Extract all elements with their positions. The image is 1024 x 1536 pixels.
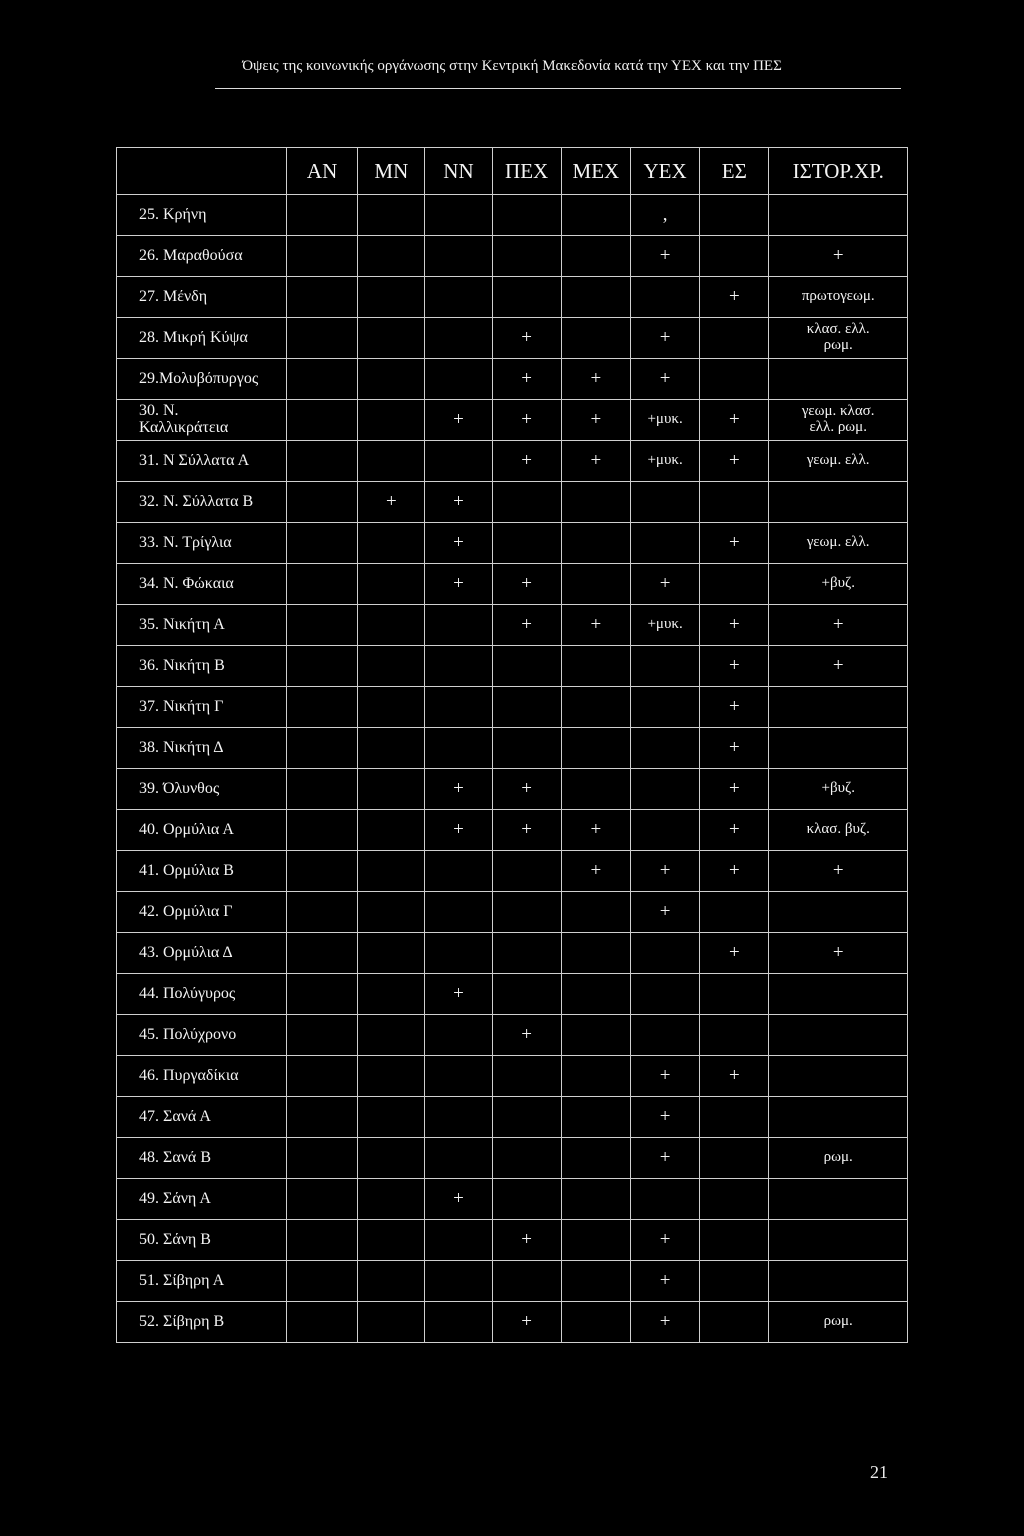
period-cell: + bbox=[425, 400, 492, 441]
period-cell bbox=[700, 1179, 769, 1220]
period-cell: + bbox=[630, 318, 699, 359]
period-cell: + bbox=[561, 605, 630, 646]
table-row bbox=[117, 1015, 908, 1056]
period-cell bbox=[425, 1056, 492, 1097]
period-cell: + bbox=[630, 564, 699, 605]
period-cell bbox=[561, 728, 630, 769]
period-cell bbox=[630, 482, 699, 523]
period-cell bbox=[286, 1179, 357, 1220]
table-row bbox=[117, 646, 908, 687]
period-cell: , bbox=[630, 195, 699, 236]
period-cell bbox=[561, 1302, 630, 1343]
table-row bbox=[117, 933, 908, 974]
site-name-cell: 32. Ν. Σύλλατα Β bbox=[117, 482, 287, 523]
table-row bbox=[117, 810, 908, 851]
period-cell bbox=[492, 933, 561, 974]
period-cell bbox=[630, 1015, 699, 1056]
site-name-cell: 45. Πολύχρονο bbox=[117, 1015, 287, 1056]
period-cell: + bbox=[700, 646, 769, 687]
period-cell: + bbox=[700, 441, 769, 482]
period-cell bbox=[769, 1097, 908, 1138]
site-name-cell: 33. Ν. Τρίγλια bbox=[117, 523, 287, 564]
period-cell bbox=[425, 1261, 492, 1302]
site-name-cell: 49. Σάνη Α bbox=[117, 1179, 287, 1220]
period-cell bbox=[358, 277, 425, 318]
period-cell bbox=[700, 564, 769, 605]
period-cell: + bbox=[630, 236, 699, 277]
column-header: ΝΝ bbox=[425, 148, 492, 195]
period-cell bbox=[630, 687, 699, 728]
period-cell: κλασ. βυζ. bbox=[769, 810, 908, 851]
period-cell bbox=[769, 892, 908, 933]
table-row bbox=[117, 892, 908, 933]
period-cell bbox=[769, 1015, 908, 1056]
period-cell bbox=[630, 523, 699, 564]
column-header: ΙΣΤΟΡ.ΧΡ. bbox=[769, 148, 908, 195]
period-cell bbox=[286, 1056, 357, 1097]
site-name-cell: 43. Ορμύλια Δ bbox=[117, 933, 287, 974]
period-cell bbox=[425, 1138, 492, 1179]
table-row bbox=[117, 1302, 908, 1343]
period-cell: + bbox=[769, 236, 908, 277]
period-cell: + bbox=[769, 851, 908, 892]
period-cell bbox=[425, 1015, 492, 1056]
period-cell bbox=[425, 441, 492, 482]
site-name-cell: 39. Όλυνθος bbox=[117, 769, 287, 810]
period-cell bbox=[700, 1138, 769, 1179]
table-row bbox=[117, 605, 908, 646]
period-cell: + bbox=[769, 933, 908, 974]
site-name-cell: 51. Σίβηρη Α bbox=[117, 1261, 287, 1302]
period-cell bbox=[286, 564, 357, 605]
period-cell bbox=[561, 523, 630, 564]
period-cell bbox=[700, 974, 769, 1015]
period-cell bbox=[286, 1261, 357, 1302]
period-cell bbox=[700, 482, 769, 523]
period-cell bbox=[561, 933, 630, 974]
period-cell bbox=[561, 195, 630, 236]
period-cell bbox=[492, 236, 561, 277]
period-cell bbox=[492, 195, 561, 236]
period-cell bbox=[561, 1015, 630, 1056]
period-cell: πρωτογεωμ. bbox=[769, 277, 908, 318]
period-cell bbox=[492, 646, 561, 687]
period-cell bbox=[358, 523, 425, 564]
period-cell: + bbox=[492, 1015, 561, 1056]
site-name-cell: 52. Σίβηρη Β bbox=[117, 1302, 287, 1343]
period-cell bbox=[425, 646, 492, 687]
period-cell: + bbox=[700, 523, 769, 564]
table-row bbox=[117, 236, 908, 277]
period-cell bbox=[358, 646, 425, 687]
table-header-row bbox=[117, 148, 908, 195]
period-cell: + bbox=[492, 1302, 561, 1343]
table-row bbox=[117, 523, 908, 564]
table-row bbox=[117, 1261, 908, 1302]
column-header: ΜΕΧ bbox=[561, 148, 630, 195]
period-cell bbox=[700, 359, 769, 400]
period-cell: + bbox=[700, 810, 769, 851]
period-cell bbox=[769, 1056, 908, 1097]
site-name-cell: 48. Σανά Β bbox=[117, 1138, 287, 1179]
table-row bbox=[117, 359, 908, 400]
site-name-cell: 29.Μολυβόπυργος bbox=[117, 359, 287, 400]
site-name-cell: 41. Ορμύλια Β bbox=[117, 851, 287, 892]
period-cell: + bbox=[700, 1056, 769, 1097]
period-cell: γεωμ. κλασ. ελλ. ρωμ. bbox=[769, 400, 908, 441]
period-cell bbox=[561, 769, 630, 810]
period-cell: +βυζ. bbox=[769, 769, 908, 810]
period-cell bbox=[286, 1097, 357, 1138]
period-cell bbox=[700, 1015, 769, 1056]
period-cell bbox=[492, 892, 561, 933]
period-cell bbox=[358, 1056, 425, 1097]
period-cell bbox=[561, 687, 630, 728]
period-cell bbox=[358, 1220, 425, 1261]
column-header: ΜΝ bbox=[358, 148, 425, 195]
period-cell: κλασ. ελλ. ρωμ. bbox=[769, 318, 908, 359]
table-row bbox=[117, 1097, 908, 1138]
table-row bbox=[117, 769, 908, 810]
site-name-cell: 34. Ν. Φώκαια bbox=[117, 564, 287, 605]
period-cell: + bbox=[358, 482, 425, 523]
period-cell bbox=[769, 482, 908, 523]
period-cell bbox=[286, 605, 357, 646]
period-cell: + bbox=[425, 564, 492, 605]
site-name-cell: 25. Κρήνη bbox=[117, 195, 287, 236]
period-cell bbox=[358, 1261, 425, 1302]
period-cell bbox=[630, 933, 699, 974]
period-cell bbox=[492, 1097, 561, 1138]
period-cell bbox=[769, 1179, 908, 1220]
running-header: Όψεις της κοινωνικής οργάνωσης στην Κεντρική Μακεδονία κατά την ΥΕΧ και την ΠΕΣ bbox=[242, 58, 782, 74]
period-cell bbox=[700, 1220, 769, 1261]
period-cell bbox=[286, 769, 357, 810]
table-row bbox=[117, 1220, 908, 1261]
period-cell: + bbox=[700, 400, 769, 441]
column-header: ΠΕΧ bbox=[492, 148, 561, 195]
period-cell: + bbox=[630, 359, 699, 400]
period-cell bbox=[492, 1138, 561, 1179]
table-row bbox=[117, 1138, 908, 1179]
period-cell bbox=[630, 1179, 699, 1220]
period-cell bbox=[769, 195, 908, 236]
period-cell: + bbox=[492, 810, 561, 851]
table-row bbox=[117, 1056, 908, 1097]
period-cell bbox=[358, 933, 425, 974]
table-row bbox=[117, 277, 908, 318]
period-cell bbox=[492, 1261, 561, 1302]
period-cell: + bbox=[561, 441, 630, 482]
period-cell bbox=[286, 933, 357, 974]
period-cell bbox=[769, 687, 908, 728]
period-cell bbox=[630, 277, 699, 318]
table-row bbox=[117, 195, 908, 236]
period-cell bbox=[286, 277, 357, 318]
site-name-cell: 50. Σάνη Β bbox=[117, 1220, 287, 1261]
site-name-cell: 27. Μένδη bbox=[117, 277, 287, 318]
period-cell bbox=[358, 851, 425, 892]
header-rule bbox=[215, 88, 901, 89]
period-cell: +μυκ. bbox=[630, 605, 699, 646]
period-cell bbox=[358, 236, 425, 277]
period-cell bbox=[630, 769, 699, 810]
period-cell: + bbox=[561, 400, 630, 441]
period-cell bbox=[358, 400, 425, 441]
period-cell bbox=[561, 277, 630, 318]
period-cell: + bbox=[425, 523, 492, 564]
period-cell bbox=[425, 195, 492, 236]
period-cell bbox=[425, 359, 492, 400]
site-name-cell: 26. Μαραθούσα bbox=[117, 236, 287, 277]
period-cell: + bbox=[630, 1097, 699, 1138]
period-cell: + bbox=[561, 810, 630, 851]
period-cell: + bbox=[700, 728, 769, 769]
period-cell bbox=[561, 1138, 630, 1179]
table-row bbox=[117, 400, 908, 441]
period-cell: γεωμ. ελλ. bbox=[769, 523, 908, 564]
period-cell bbox=[561, 236, 630, 277]
period-cell: + bbox=[630, 1261, 699, 1302]
period-cell bbox=[769, 1220, 908, 1261]
period-cell: + bbox=[561, 851, 630, 892]
period-cell bbox=[700, 1261, 769, 1302]
period-cell bbox=[425, 687, 492, 728]
period-cell bbox=[630, 728, 699, 769]
period-cell: + bbox=[700, 933, 769, 974]
period-cell bbox=[769, 359, 908, 400]
period-cell: + bbox=[700, 769, 769, 810]
site-name-cell: 38. Νικήτη Δ bbox=[117, 728, 287, 769]
period-cell bbox=[358, 605, 425, 646]
period-cell bbox=[492, 1056, 561, 1097]
period-cell bbox=[358, 1179, 425, 1220]
period-cell bbox=[561, 482, 630, 523]
period-cell bbox=[561, 1179, 630, 1220]
period-cell: + bbox=[425, 1179, 492, 1220]
column-header: ΥΕΧ bbox=[630, 148, 699, 195]
sites-periods-table bbox=[116, 147, 908, 1343]
period-cell bbox=[286, 236, 357, 277]
period-cell bbox=[286, 359, 357, 400]
period-cell: + bbox=[769, 605, 908, 646]
period-cell: + bbox=[769, 646, 908, 687]
table-row bbox=[117, 974, 908, 1015]
period-cell bbox=[358, 974, 425, 1015]
table-row bbox=[117, 318, 908, 359]
period-cell bbox=[561, 646, 630, 687]
period-cell: + bbox=[425, 974, 492, 1015]
period-cell bbox=[425, 728, 492, 769]
period-cell bbox=[561, 1261, 630, 1302]
period-cell: + bbox=[630, 1056, 699, 1097]
period-cell bbox=[769, 1261, 908, 1302]
site-name-cell: 35. Νικήτη Α bbox=[117, 605, 287, 646]
site-name-cell: 37. Νικήτη Γ bbox=[117, 687, 287, 728]
period-cell: + bbox=[492, 441, 561, 482]
period-cell bbox=[358, 1097, 425, 1138]
period-cell bbox=[425, 1097, 492, 1138]
period-cell bbox=[358, 1138, 425, 1179]
period-cell bbox=[286, 441, 357, 482]
period-cell: + bbox=[630, 1220, 699, 1261]
period-cell bbox=[358, 318, 425, 359]
period-cell bbox=[358, 769, 425, 810]
period-cell bbox=[425, 1220, 492, 1261]
period-cell: ρωμ. bbox=[769, 1138, 908, 1179]
period-cell bbox=[425, 605, 492, 646]
period-cell: + bbox=[492, 769, 561, 810]
period-cell: γεωμ. ελλ. bbox=[769, 441, 908, 482]
period-cell bbox=[561, 974, 630, 1015]
period-cell bbox=[286, 318, 357, 359]
period-cell bbox=[286, 195, 357, 236]
period-cell bbox=[630, 810, 699, 851]
period-cell bbox=[425, 236, 492, 277]
period-cell bbox=[358, 359, 425, 400]
period-cell bbox=[425, 318, 492, 359]
site-name-cell: 36. Νικήτη Β bbox=[117, 646, 287, 687]
period-cell bbox=[286, 687, 357, 728]
period-cell: + bbox=[630, 892, 699, 933]
period-cell bbox=[425, 892, 492, 933]
period-cell bbox=[492, 687, 561, 728]
period-cell bbox=[358, 892, 425, 933]
period-cell bbox=[492, 1179, 561, 1220]
table-row bbox=[117, 482, 908, 523]
table-row bbox=[117, 564, 908, 605]
period-cell bbox=[700, 1097, 769, 1138]
site-name-cell: 44. Πολύγυρος bbox=[117, 974, 287, 1015]
period-cell bbox=[286, 892, 357, 933]
period-cell bbox=[286, 482, 357, 523]
period-cell bbox=[700, 892, 769, 933]
site-name-cell: 46. Πυργαδίκια bbox=[117, 1056, 287, 1097]
period-cell bbox=[700, 236, 769, 277]
period-cell bbox=[492, 523, 561, 564]
period-cell: + bbox=[425, 482, 492, 523]
period-cell bbox=[286, 974, 357, 1015]
period-cell bbox=[492, 851, 561, 892]
period-cell bbox=[492, 974, 561, 1015]
period-cell bbox=[358, 810, 425, 851]
period-cell: + bbox=[492, 1220, 561, 1261]
site-name-cell: 40. Ορμύλια Α bbox=[117, 810, 287, 851]
period-cell: + bbox=[630, 1302, 699, 1343]
period-cell bbox=[286, 523, 357, 564]
site-name-cell: 30. Ν. Καλλικράτεια bbox=[117, 400, 287, 441]
site-name-cell: 47. Σανά Α bbox=[117, 1097, 287, 1138]
period-cell bbox=[425, 933, 492, 974]
period-cell bbox=[561, 1220, 630, 1261]
site-name-cell: 28. Μικρή Κύψα bbox=[117, 318, 287, 359]
period-cell bbox=[286, 1220, 357, 1261]
site-name-cell: 31. Ν Σύλλατα Α bbox=[117, 441, 287, 482]
period-cell bbox=[425, 851, 492, 892]
period-cell bbox=[358, 687, 425, 728]
period-cell: + bbox=[492, 359, 561, 400]
period-cell bbox=[425, 277, 492, 318]
period-cell: +βυζ. bbox=[769, 564, 908, 605]
period-cell bbox=[769, 974, 908, 1015]
period-cell: +μυκ. bbox=[630, 441, 699, 482]
table-row bbox=[117, 1179, 908, 1220]
period-cell bbox=[492, 728, 561, 769]
period-cell bbox=[492, 277, 561, 318]
table-row bbox=[117, 687, 908, 728]
table-row bbox=[117, 851, 908, 892]
period-cell bbox=[286, 1302, 357, 1343]
period-cell bbox=[561, 892, 630, 933]
period-cell bbox=[286, 728, 357, 769]
table-row bbox=[117, 728, 908, 769]
period-cell bbox=[286, 851, 357, 892]
period-cell bbox=[358, 195, 425, 236]
period-cell bbox=[286, 400, 357, 441]
period-cell bbox=[700, 195, 769, 236]
period-cell: + bbox=[425, 810, 492, 851]
period-cell bbox=[561, 1056, 630, 1097]
period-cell bbox=[700, 318, 769, 359]
period-cell bbox=[358, 1015, 425, 1056]
page-number: 21 bbox=[870, 1462, 888, 1482]
period-cell: + bbox=[700, 605, 769, 646]
period-cell bbox=[630, 646, 699, 687]
period-cell bbox=[286, 646, 357, 687]
period-cell bbox=[358, 564, 425, 605]
period-cell bbox=[286, 1138, 357, 1179]
period-cell bbox=[286, 1015, 357, 1056]
period-cell bbox=[561, 564, 630, 605]
period-cell bbox=[358, 728, 425, 769]
period-cell bbox=[561, 1097, 630, 1138]
period-cell bbox=[769, 728, 908, 769]
period-cell: + bbox=[700, 687, 769, 728]
period-cell: + bbox=[700, 851, 769, 892]
period-cell: + bbox=[492, 318, 561, 359]
period-cell bbox=[358, 441, 425, 482]
period-cell: + bbox=[492, 564, 561, 605]
period-cell bbox=[561, 318, 630, 359]
period-cell bbox=[358, 1302, 425, 1343]
period-cell: ρωμ. bbox=[769, 1302, 908, 1343]
period-cell bbox=[630, 974, 699, 1015]
period-cell: +μυκ. bbox=[630, 400, 699, 441]
period-cell bbox=[286, 810, 357, 851]
period-cell bbox=[425, 1302, 492, 1343]
period-cell: + bbox=[700, 277, 769, 318]
site-name-cell: 42. Ορμύλια Γ bbox=[117, 892, 287, 933]
column-header-site bbox=[117, 148, 287, 195]
period-cell bbox=[700, 1302, 769, 1343]
table-row bbox=[117, 441, 908, 482]
column-header: ΑΝ bbox=[286, 148, 357, 195]
period-cell: + bbox=[630, 1138, 699, 1179]
period-cell: + bbox=[561, 359, 630, 400]
period-cell: + bbox=[492, 400, 561, 441]
period-cell bbox=[492, 482, 561, 523]
period-cell: + bbox=[630, 851, 699, 892]
period-cell: + bbox=[425, 769, 492, 810]
period-cell: + bbox=[492, 605, 561, 646]
column-header: ΕΣ bbox=[700, 148, 769, 195]
